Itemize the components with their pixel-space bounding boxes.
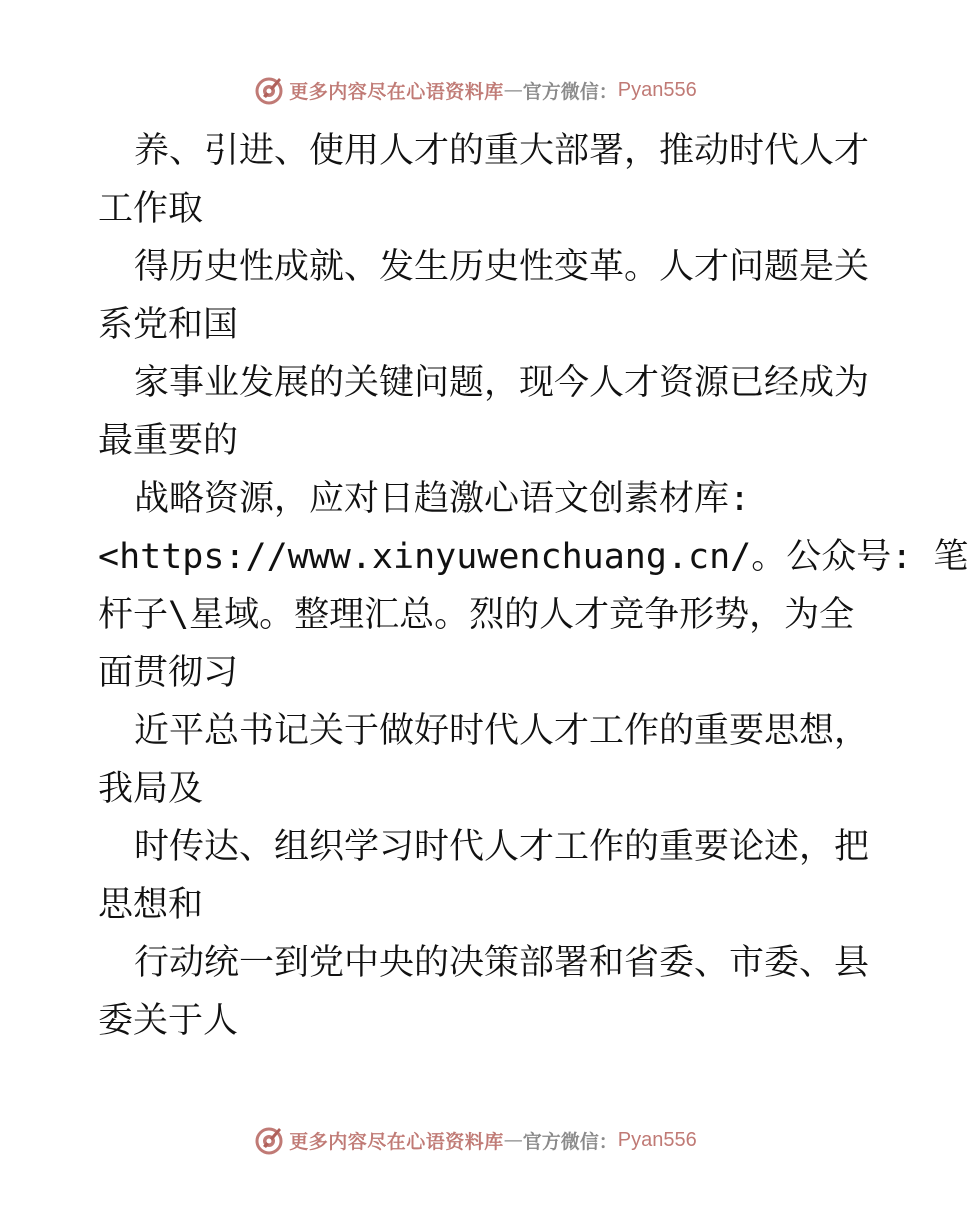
text-line: 行动统一到党中央的决策部署和省委、市委、县 xyxy=(134,943,870,983)
text-line: 时传达、组织学习时代人才工作的重要论述，把 xyxy=(134,827,870,867)
header-wechat-label: 官方微信： xyxy=(522,80,618,103)
text-line: 面贯彻习 xyxy=(98,653,239,693)
text-line: 系党和国 xyxy=(98,305,239,345)
text-line: 思想和 xyxy=(98,885,204,925)
document-body xyxy=(98,122,968,1050)
text-line: 工作取 xyxy=(98,189,204,229)
text-line: <https://www.xinyuwenchuang.cn/。公众号: 笔 xyxy=(98,537,968,577)
footer-wechat-label: 官方微信： xyxy=(522,1130,618,1153)
text-line: 我局及 xyxy=(98,769,204,809)
quill-circle-icon xyxy=(253,74,285,106)
header-dash: — xyxy=(503,79,523,101)
text-line: 委关于人 xyxy=(98,1001,239,1041)
quill-circle-icon xyxy=(253,1124,285,1156)
text-line: 杆子\星域。整理汇总。烈的人才竞争形势，为全 xyxy=(98,595,855,635)
footer-banner xyxy=(0,1120,950,1160)
text-line: 得历史性成就、发生历史性变革。人才问题是关 xyxy=(134,247,870,287)
text-line: 家事业发展的关键问题，现今人才资源已经成为 xyxy=(134,363,870,403)
header-banner xyxy=(0,70,950,110)
text-line: 近平总书记关于做好时代人才工作的重要思想， xyxy=(134,711,870,751)
text-line: 养、引进、使用人才的重大部署，推动时代人才 xyxy=(134,131,870,171)
footer-wechat-id: Pyan556 xyxy=(617,1128,697,1151)
text-line: 最重要的 xyxy=(98,421,239,461)
text-line: 战略资源，应对日趋激心语文创素材库: xyxy=(134,479,751,519)
header-wechat-id: Pyan556 xyxy=(617,78,697,101)
header-brand-text: 更多内容尽在心语资料库 xyxy=(289,80,504,103)
footer-brand-text: 更多内容尽在心语资料库 xyxy=(289,1130,504,1153)
footer-dash: — xyxy=(503,1129,523,1151)
